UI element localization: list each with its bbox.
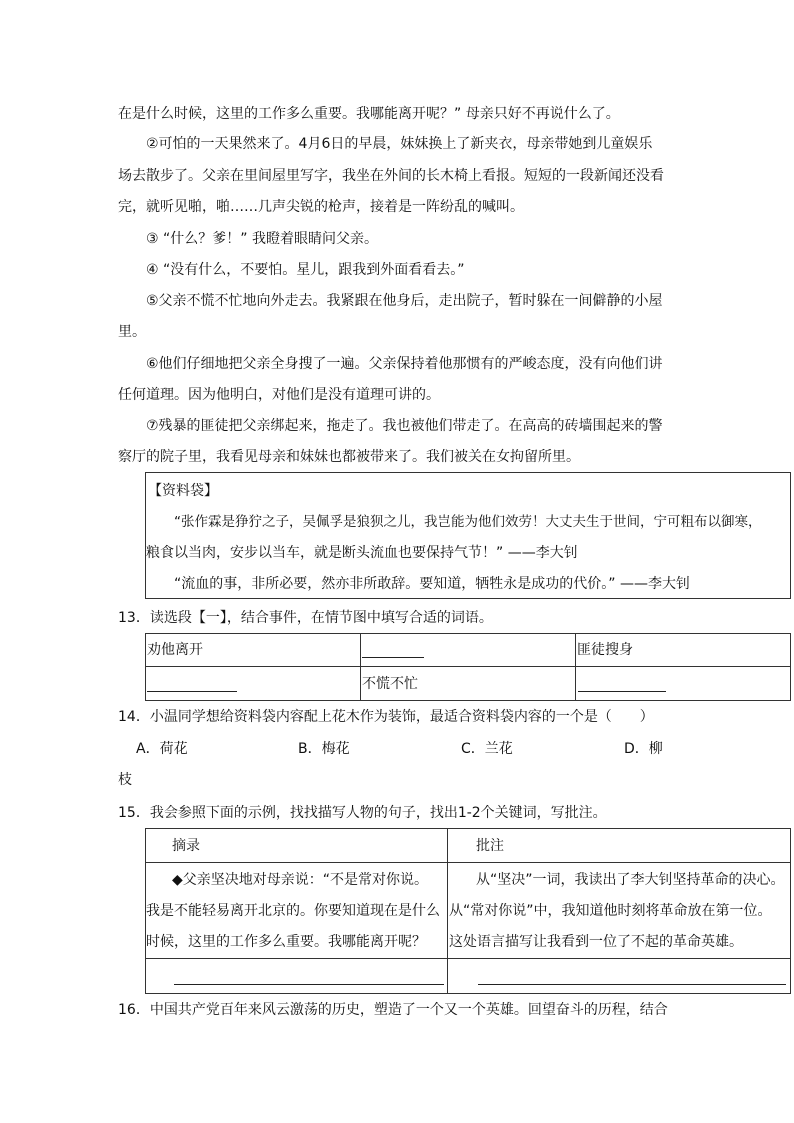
plot-chart-table bbox=[145, 633, 791, 701]
table-divider bbox=[447, 828, 448, 994]
answer-blank[interactable] bbox=[478, 984, 786, 985]
table-divider bbox=[145, 666, 791, 667]
answer-blank[interactable] bbox=[147, 691, 237, 692]
quote-line: 粮食以当肉，安步以当车，就是断头流血也要保持气节！” ——李大钊 bbox=[146, 545, 578, 561]
passage-line: 察厅的院子里，我看见母亲和妹妹也都被带来了。我们被关在女拘留所里。 bbox=[118, 449, 580, 465]
question-15: 15．我会参照下面的示例，找找描写人物的句子，找出1-2个关键词，写批注。 bbox=[118, 805, 607, 821]
question-16: 16．中国共产党百年来风云激荡的历史，塑造了一个又一个英雄。回望奋斗的历程，结合 bbox=[118, 1002, 668, 1018]
table-divider bbox=[360, 633, 361, 701]
question-14: 14．小温同学想给资料袋内容配上花木作为装饰，最适合资料袋内容的一个是（ ） bbox=[118, 709, 654, 725]
answer-blank[interactable] bbox=[578, 691, 666, 692]
question-13: 13．读选段【一】，结合事件，在情节图中填写合适的词语。 bbox=[118, 610, 493, 626]
passage-paragraph-6: ⑥他们仔细地把父亲全身搜了一遍。父亲保持着他那惯有的严峻态度，没有向他们讲 bbox=[146, 356, 663, 372]
passage-line: 任何道理。因为他明白，对他们是没有道理可讲的。 bbox=[118, 387, 440, 403]
answer-blank[interactable] bbox=[362, 657, 424, 658]
plot-cell: 不慌不忙 bbox=[362, 676, 418, 692]
passage-paragraph-3: ③ “什么？爹！” 我瞪着眼睛问父亲。 bbox=[146, 231, 378, 247]
passage-paragraph-2: ②可怕的一天果然来了。4月6日的早晨，妹妹换上了新夹衣，母亲带她到儿童娱乐 bbox=[146, 136, 653, 152]
note-line: 从“坚决”一词，我读出了李大钊坚持革命的决心。 bbox=[476, 872, 785, 888]
quote-line: “流血的事，非所必要，然亦非所敢辞。要知道，牺牲永是成功的代价。” ——李大钊 bbox=[174, 576, 690, 592]
passage-line: 在是什么时候，这里的工作多么重要。我哪能离开呢？” 母亲只好不再说什么了。 bbox=[118, 106, 620, 122]
note-line: 这处语言描写让我看到一位了不起的革命英雄。 bbox=[449, 934, 743, 950]
passage-paragraph-4: ④ “没有什么，不要怕。星儿，跟我到外面看看去。” bbox=[146, 262, 465, 278]
table-divider bbox=[145, 862, 791, 863]
option-c[interactable]: C．兰花 bbox=[461, 741, 513, 757]
passage-paragraph-7: ⑦残暴的匪徒把父亲绑起来，拖走了。我也被他们带走了。在高高的砖墙围起来的警 bbox=[146, 418, 663, 434]
note-line: 从“常对你说”中，我知道他时刻将革命放在第一位。 bbox=[449, 903, 772, 919]
info-box-title: 【资料袋】 bbox=[148, 483, 218, 499]
plot-cell: 匪徒搜身 bbox=[577, 642, 633, 658]
option-b[interactable]: B．梅花 bbox=[298, 741, 350, 757]
excerpt-line: 时候，这里的工作多么重要。我哪能离开呢？ bbox=[146, 934, 426, 950]
header-note: 批注 bbox=[476, 838, 504, 854]
option-d-wrap: 枝 bbox=[118, 772, 132, 788]
plot-cell: 劝他离开 bbox=[147, 642, 203, 658]
table-divider bbox=[575, 633, 576, 701]
excerpt-line: 我是不能轻易离开北京的。你要知道现在是什么 bbox=[146, 903, 440, 919]
excerpt-line: ◆父亲坚决地对母亲说：“不是常对你说。 bbox=[172, 872, 429, 888]
option-d[interactable]: D．柳 bbox=[624, 741, 663, 757]
passage-paragraph-5: ⑤父亲不慌不忙地向外走去。我紧跟在他身后，走出院子，暂时躲在一间僻静的小屋 bbox=[146, 293, 663, 309]
passage-line: 场去散步了。父亲在里间屋里写字，我坐在外间的长木椅上看报。短短的一段新闻还没看 bbox=[118, 168, 664, 184]
quote-line: “张作霖是狰狞之子，吴佩孚是狼狈之儿，我岂能为他们效劳！大丈夫生于世间，宁可粗布以御寒， bbox=[174, 514, 762, 530]
passage-line: 里。 bbox=[118, 324, 146, 340]
passage-line: 完，就听见啪，啪……几声尖锐的枪声，接着是一阵纷乱的喊叫。 bbox=[118, 199, 524, 215]
table-divider bbox=[145, 958, 791, 959]
option-a[interactable]: A．荷花 bbox=[136, 741, 188, 757]
answer-blank[interactable] bbox=[174, 984, 444, 985]
header-excerpt: 摘录 bbox=[172, 838, 200, 854]
